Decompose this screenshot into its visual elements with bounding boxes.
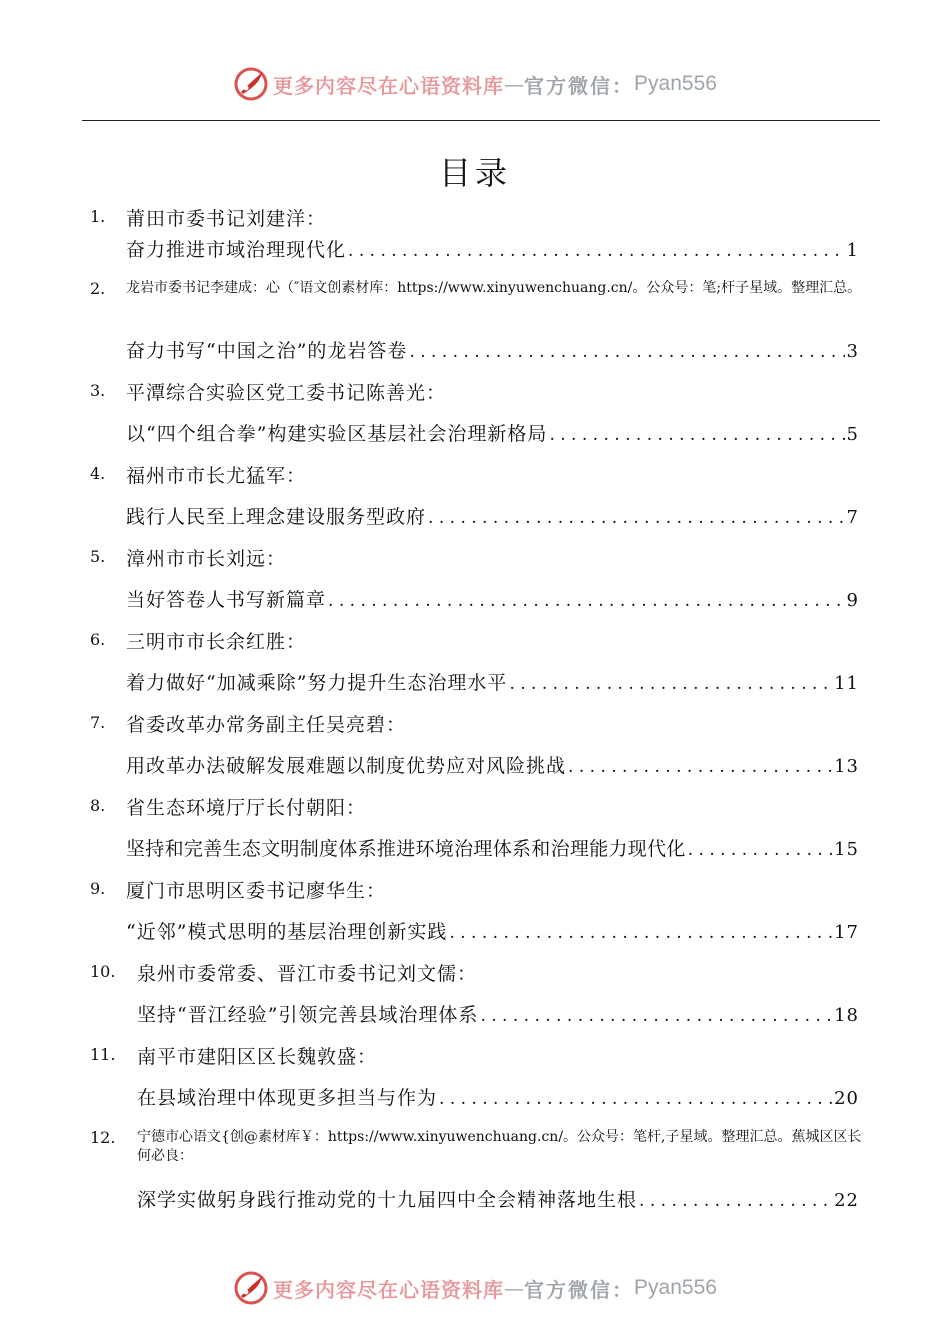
- toc-heading: 福州市市长尤猛军：: [126, 465, 307, 487]
- toc-leader: [639, 1191, 832, 1211]
- toc-number: 12.: [90, 1128, 116, 1147]
- toc-leader: [509, 674, 832, 694]
- toc-leader: [688, 840, 832, 860]
- toc-page: 11: [834, 673, 859, 694]
- banner-slogan: 更多内容尽在心语资料库: [273, 1277, 505, 1302]
- toc-number: 6.: [90, 630, 106, 649]
- toc-title: 以“四个组合拳”构建实验区基层社会治理新格局: [126, 423, 548, 445]
- toc-title: 用改革办法破解发展难题以制度优势应对风险挑战: [126, 755, 567, 777]
- toc-number: 3.: [90, 381, 106, 400]
- toc-heading: 平潭综合实验区党工委书记陈善光：: [126, 382, 447, 404]
- toc-heading: 三明市市长余红胜：: [126, 631, 307, 653]
- toc-entry[interactable]: [126, 235, 859, 262]
- toc-title: 坚持“晋江经验”引领完善县域治理体系: [137, 1004, 479, 1026]
- toc-entry[interactable]: [137, 1083, 859, 1110]
- toc-entry[interactable]: [126, 585, 859, 612]
- toc-number: 4.: [90, 464, 106, 483]
- toc-number: 10.: [90, 962, 116, 981]
- toc-leader: [428, 508, 845, 528]
- header-rule: [82, 120, 880, 121]
- footer-banner: [0, 1266, 950, 1310]
- toc-title: 奋力推进市域治理现代化: [126, 239, 347, 261]
- toc-number: 7.: [90, 713, 106, 732]
- toc-leader: [480, 1006, 832, 1026]
- toc-title: 坚持和完善生态文明制度体系推进环境治理体系和治理能力现代化: [126, 838, 686, 860]
- banner-slogan: 更多内容尽在心语资料库: [273, 73, 505, 98]
- toc-heading: 漳州市市长刘远：: [126, 548, 287, 570]
- toc-entry[interactable]: [126, 917, 859, 944]
- banner-dash: —: [504, 72, 525, 96]
- toc-number: 2.: [90, 279, 106, 298]
- toc-heading: 龙岩市委书记李建成：心（″语文创素材库：https://www.xinyuwenchuang.cn/。公众号：笔;杆子星域。整理汇总。: [126, 280, 862, 296]
- toc-heading: 省生态环境厅厅长付朝阳：: [126, 797, 367, 819]
- toc-entry[interactable]: [126, 419, 859, 446]
- toc-entry[interactable]: [126, 751, 859, 778]
- toc-leader: [449, 923, 832, 943]
- toc-number: 9.: [90, 879, 106, 898]
- toc-number: 11.: [90, 1045, 116, 1064]
- banner-account: Pyan556: [634, 1276, 717, 1299]
- toc-title: “近邻”模式思明的基层治理创新实践: [126, 921, 448, 943]
- toc-title: 当好答卷人书写新篇章: [126, 589, 327, 611]
- toc-page: 5: [846, 424, 859, 445]
- toc-page: 17: [834, 922, 859, 943]
- toc-leader: [568, 757, 832, 777]
- toc-heading: 省委改革办常务副主任吴亮碧：: [126, 714, 407, 736]
- toc-heading: 厦门市思明区委书记廖华生：: [126, 880, 387, 902]
- toc-title: 践行人民至上理念建设服务型政府: [126, 506, 427, 528]
- toc-leader: [348, 241, 845, 261]
- toc-page: 22: [834, 1190, 859, 1211]
- brush-logo-icon: [233, 1270, 269, 1306]
- toc-title: 奋力书写“中国之治”的龙岩答卷: [126, 340, 408, 362]
- banner-wechat-label: 官方微信：: [524, 1277, 635, 1302]
- header-banner: [0, 62, 950, 106]
- toc-title: 深学实做躬身践行推动党的十九届四中全会精神落地生根: [137, 1189, 638, 1211]
- banner-wechat-label: 官方微信：: [524, 73, 635, 98]
- toc-page: 18: [834, 1005, 859, 1026]
- toc-title: 着力做好“加减乘除”努力提升生态治理水平: [126, 672, 508, 694]
- toc-entry[interactable]: [137, 1000, 859, 1027]
- toc-heading: 南平市建阳区区长魏敦盛：: [137, 1046, 378, 1068]
- toc-page: 9: [846, 590, 859, 611]
- page-title: 目录: [438, 154, 511, 192]
- toc-entry[interactable]: [126, 668, 859, 695]
- toc-leader: [439, 1089, 832, 1109]
- toc-entry[interactable]: [126, 336, 859, 363]
- toc-leader: [328, 591, 845, 611]
- toc-heading: 泉州市委常委、晋江市委书记刘文儒：: [137, 963, 478, 985]
- toc-page: 15: [834, 839, 859, 860]
- toc-page: 20: [834, 1088, 859, 1109]
- toc-page: 13: [834, 756, 859, 777]
- toc-entry[interactable]: [126, 834, 859, 861]
- toc-page: 7: [846, 507, 859, 528]
- toc-entry[interactable]: [137, 1185, 859, 1212]
- toc-heading: 莆田市委书记刘建洋：: [126, 208, 327, 230]
- toc-leader: [549, 425, 844, 445]
- toc-title: 在县域治理中体现更多担当与作为: [137, 1087, 438, 1109]
- toc-page: 3: [846, 341, 859, 362]
- banner-account: Pyan556: [634, 72, 717, 95]
- toc-entry[interactable]: [126, 502, 859, 529]
- toc-number: 8.: [90, 796, 106, 815]
- toc-leader: [409, 342, 844, 362]
- banner-dash: —: [504, 1276, 525, 1300]
- brush-logo-icon: [233, 66, 269, 102]
- toc-heading: 宁德市心语文{创@素材库￥：https://www.xinyuwenchuang.cn/。公众号：笔杆,子星域。整理汇总。蕉城区区长何必良：: [137, 1129, 862, 1164]
- toc-number: 5.: [90, 547, 106, 566]
- toc-page: 1: [846, 240, 859, 261]
- toc-number: 1.: [90, 207, 106, 226]
